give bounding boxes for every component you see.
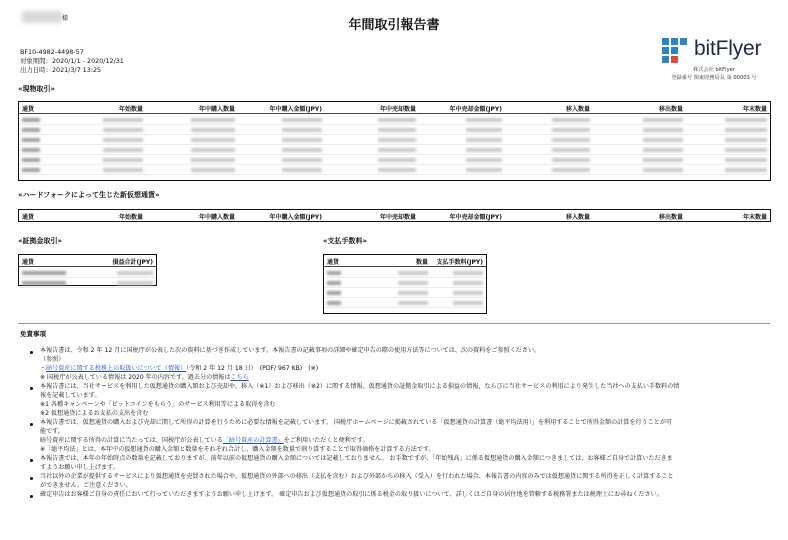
redacted-value [453,291,483,295]
bullet [30,495,33,498]
redacted-value [552,168,590,172]
disclaimer-line: ※2 仮想通貨によるお支払の支出を含む [40,410,149,417]
disclaimer-line: ※ 国税庁が公表している情報は 2020 年の内容です。過去分の情報はこちら [40,374,249,381]
redacted-value [643,158,683,162]
disclaimer-line: 報を記載しています。 [40,392,101,399]
disclaimer-line: ※1 各種キャンペーンや「ビットコインをもらう」のサービス利用等による取得を含む [40,401,276,408]
redacted-value [453,301,483,305]
col-buy-qty: 年中購入数量 [198,106,235,113]
disclaimer-line: 本報告書では、仮想通貨の購入および売却に関して所得の計算を行うために必要な情報を記載しています。 国税庁ホームページに掲載されている「仮想通貨の計算書（総平均法用）」を利用することで所得金額の計算を行うことが可 [40,419,673,426]
redacted-value [725,168,767,172]
redacted-value [453,281,483,285]
redacted-value [282,138,322,142]
bitflyer-logo-icon [662,38,688,64]
redacted-value [643,148,683,152]
redacted-value [117,271,153,275]
redacted-value [282,118,322,122]
col-year-end: 年末数量 [742,106,767,113]
table-row-redacted [19,278,156,288]
table-row-redacted [19,125,770,135]
col-sell-amount: 年中売却金額(JPY) [449,106,502,113]
redacted-value [378,158,416,162]
disclaimer-line: （参照） [40,356,65,363]
disclaimer-line: ができません。ご注意ください。 [40,482,132,489]
margin-table-header [19,255,156,267]
redacted-value [282,168,322,172]
redacted-value [643,128,683,132]
spot-table [18,101,771,181]
col-currency: 通貨 [327,259,340,266]
redacted-value [398,281,428,285]
redacted-value [725,138,767,142]
col-buy-amount: 年中購入金額(JPY) [269,106,322,113]
col-currency: 通貨 [22,259,35,266]
redacted-value [327,291,341,295]
bullet [30,387,33,390]
redacted-value [103,158,143,162]
spot-section-title: «現物取引» [18,85,56,93]
redacted-value [282,158,322,162]
redacted-value [22,158,40,162]
redacted-value [466,118,502,122]
redacted-value [643,168,683,172]
fork-table [18,209,771,222]
redacted-value [191,148,235,152]
redacted-value [22,168,40,172]
report-title: 年間取引報告書 [348,18,440,33]
name-suffix: 様 [62,15,69,22]
divider [18,323,770,324]
brand-logo-text: bitFlyer [694,37,762,60]
fork-section-title: «ハードフォークによって生じた新仮想通貨» [18,191,160,199]
disclaimer-line: ・暗号資産に関する税務上の取扱いについて（情報）（令和 2 年 12 月 18 日） (PDF/ 967 KB) (※) [40,365,319,372]
redacted-value [22,118,40,122]
redacted-value [327,281,341,285]
redacted-value [725,148,767,152]
redacted-value [466,148,502,152]
col-transfer-out: 移出数量 [658,214,683,221]
col-sell-qty: 年中売却数量 [379,214,416,221]
spot-table-header [19,102,770,114]
disclaimer-line: 能です。 [40,428,64,435]
company-name: 株式会社 bitFlyer [693,67,735,73]
redacted-value [466,138,502,142]
account-id: BF10-4982-4498-57 [20,48,84,56]
table-row-redacted [19,165,770,175]
redacted-value [191,138,235,142]
registration-number: 登録番号 関東財務局長 第 00003 号 [671,75,757,81]
fees-table [323,254,487,314]
redacted-value [378,168,416,172]
redacted-value [466,128,502,132]
redacted-value [191,158,235,162]
table-row-redacted [324,288,486,298]
disclaimer-line: 当社以外の企業が提供するサービスにより仮想通貨を売買された場合や、仮想通貨の外部への移出（支払を含む）および外部からの移入（受入）を行われた場合、本報告書の内容のみでは仮想通貨に関する所得を正しく計算すること [40,473,674,480]
table-row-redacted [19,155,770,165]
col-fee-amount: 支払手数料(JPY) [436,259,483,266]
output-date: 出力日時：2021/3/7 13:25 [20,66,102,74]
redacted-value [466,168,502,172]
table-row-redacted [19,115,770,125]
redacted-value [398,271,428,275]
redacted-value [103,118,143,122]
redacted-value [398,291,428,295]
fees-table-header [324,255,486,267]
table-row-redacted [324,268,486,278]
redacted-value [466,158,502,162]
tax-guidance-link[interactable]: 暗号資産に関する税務上の取扱いについて（情報） [46,365,187,372]
redacted-value [378,138,416,142]
col-year-end: 年末数量 [742,214,767,221]
col-buy-amount: 年中購入金額(JPY) [269,214,322,221]
redacted-value [453,271,483,275]
col-quantity: 数量 [415,259,428,266]
disclaimer-line: 本報告書では、本年の年始時点の数量を記載しておりますが、前年以前の仮想通貨の購入金額については記載しておりません。 お手数ですが、「年始残高」に係る仮想通貨の購入金額につきましては、お客様ご自身で計算いただきま [40,455,673,462]
table-row-redacted [19,135,770,145]
table-row-redacted [19,268,156,278]
disclaimer-line: ※「総平均法」とは、本年中の仮想通貨の購入金額と数量をそれぞれ合計し、購入金額を数量で割り算することで取得価格を計算する方法です。 [40,446,435,453]
redacted-value [191,118,235,122]
col-sell-amount: 年中売却金額(JPY) [449,214,502,221]
redacted-value [117,281,153,285]
redacted-value [103,168,143,172]
col-year-start: 年始数量 [118,214,143,221]
table-row-redacted [19,145,770,155]
disclaimer-line: 暗号資産に関する所得の計算に当たっては、国税庁が公表している「暗号資産の計算書」をご利用いただくと便利です。 [40,437,369,444]
disclaimer-line: すようお願い申し上げます。 [40,464,119,471]
col-sell-qty: 年中売却数量 [379,106,416,113]
disclaimer-title: 免責事項 [20,330,46,338]
margin-section-title: «証拠金取引» [18,237,63,245]
redacted-value [22,138,40,142]
redacted-value [282,128,322,132]
redacted-value [643,138,683,142]
redacted-value [327,301,341,305]
disclaimer-line: 本報告書には、当社サービスを利用した仮想通貨の購入額および売却や、移入（※1）および移出（※2）に関する情報、仮想通貨の証拠金取引による損益の情報、ならびに当社サービスの利用により発生した当社への支払い手数料の情 [40,383,680,390]
col-currency: 通貨 [22,214,35,221]
col-year-start: 年始数量 [118,106,143,113]
bullet [30,477,33,480]
redacted-value [22,281,66,285]
col-transfer-in: 移入数量 [565,214,590,221]
margin-table [18,254,157,286]
disclaimer-line: 確定申告はお客様ご自身の責任において行っていただきますようお願い申し上げます。 確定申告および仮想通貨の取引に係る税金の取り扱いについて、詳しくはご自身の居住地を管轄する税務署または税理士にお尋ねください。 [40,491,663,498]
redacted-value [103,148,143,152]
redacted-value [552,148,590,152]
redacted-value [378,148,416,152]
col-transfer-in: 移入数量 [565,106,590,113]
table-row-redacted [324,298,486,308]
redacted-value [725,118,767,122]
bullet [30,459,33,462]
bullet [30,351,33,354]
fork-table-header [19,210,770,222]
redacted-value [552,158,590,162]
redacted-value [327,271,341,275]
redacted-value [282,148,322,152]
col-transfer-out: 移出数量 [658,106,683,113]
bullet [30,423,33,426]
redacted-value [191,128,235,132]
redacted-value [725,128,767,132]
redacted-value [22,148,40,152]
redacted-value [552,128,590,132]
redacted-value [22,128,40,132]
col-currency: 通貨 [22,106,35,113]
disclaimer-line: 本報告書は、令和 2 年 12 月に国税庁が公表した次の資料に基づき作成しています。本報告書の記載事項の詳細や確定申告の際の使用方法等については、次の資料をご参照ください。 [40,347,541,354]
table-row-redacted [324,278,486,288]
target-period: 対象期間：2020/1/1 - 2020/12/31 [20,57,124,65]
redacted-value [22,271,66,275]
redacted-value [103,128,143,132]
col-buy-qty: 年中購入数量 [198,214,235,221]
col-profit-loss: 損益合計(JPY) [112,259,153,266]
customer-name-redacted [22,11,62,23]
redacted-value [103,138,143,142]
redacted-value [398,301,428,305]
redacted-value [191,168,235,172]
redacted-value [552,118,590,122]
redacted-value [378,118,416,122]
redacted-value [552,138,590,142]
past-info-link[interactable]: こちら [230,374,249,381]
redacted-value [378,128,416,132]
calc-sheet-link[interactable]: 「暗号資産の計算書」 [222,437,284,444]
redacted-value [725,158,767,162]
redacted-value [643,118,683,122]
fees-section-title: «支払手数料» [323,237,368,245]
